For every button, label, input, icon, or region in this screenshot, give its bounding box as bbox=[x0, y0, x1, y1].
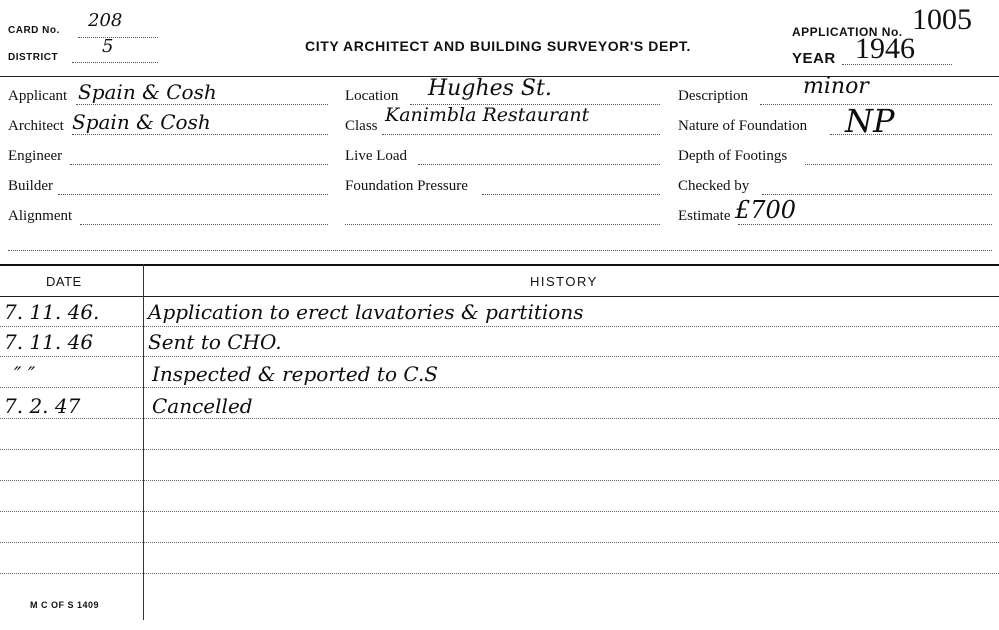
date-header: DATE bbox=[46, 274, 82, 289]
application-no-label: APPLICATION No. bbox=[792, 25, 903, 39]
class-line bbox=[382, 134, 660, 135]
depth-of-footings-label: Depth of Footings bbox=[678, 148, 788, 164]
description-label: Description bbox=[678, 88, 748, 104]
history-header-rule bbox=[0, 296, 999, 297]
district-line bbox=[72, 62, 158, 63]
engineer-line bbox=[70, 164, 328, 165]
year-label: YEAR bbox=[792, 50, 836, 67]
history-rule bbox=[0, 326, 999, 327]
nature-of-foundation-value: NP bbox=[845, 102, 895, 140]
department-title: CITY ARCHITECT AND BUILDING SURVEYOR'S DEPT. bbox=[305, 38, 691, 54]
live-load-label: Live Load bbox=[345, 148, 408, 164]
checked-by-label: Checked by bbox=[678, 178, 750, 194]
card-no-label: CARD No. bbox=[8, 25, 60, 36]
application-no-value: 1005 bbox=[912, 3, 972, 36]
estimate-value: £700 bbox=[735, 196, 797, 224]
engineer-label: Engineer bbox=[8, 148, 63, 164]
history-rule bbox=[0, 511, 999, 512]
history-rule bbox=[0, 449, 999, 450]
card-no-value: 208 bbox=[88, 10, 123, 31]
middle-blank-line bbox=[345, 224, 660, 225]
extra-blank-line bbox=[8, 250, 992, 251]
live-load-line bbox=[418, 164, 660, 165]
history-rule bbox=[0, 356, 999, 357]
history-entry-date: 7. 11. 46. bbox=[4, 300, 100, 324]
history-rule bbox=[0, 480, 999, 481]
location-label: Location bbox=[345, 88, 399, 104]
applicant-value: Spain & Cosh bbox=[78, 80, 217, 104]
date-column-divider bbox=[143, 264, 144, 620]
depth-of-footings-line bbox=[805, 164, 992, 165]
checked-by-line bbox=[762, 194, 992, 195]
history-rule bbox=[0, 387, 999, 388]
foundation-pressure-label: Foundation Pressure bbox=[345, 178, 468, 194]
year-value: 1946 bbox=[855, 32, 915, 65]
estimate-line bbox=[738, 224, 992, 225]
architect-value: Spain & Cosh bbox=[72, 110, 211, 134]
location-value: Hughes St. bbox=[428, 76, 552, 101]
architect-label: Architect bbox=[8, 118, 64, 134]
history-entry-text: Application to erect lavatories & partitions bbox=[148, 300, 584, 324]
class-label: Class bbox=[345, 118, 378, 134]
history-entry-date: 7. 2. 47 bbox=[4, 394, 81, 418]
card-no-line bbox=[78, 37, 158, 38]
estimate-label: Estimate bbox=[678, 208, 731, 224]
builder-label: Builder bbox=[8, 178, 53, 194]
applicant-line bbox=[76, 104, 328, 105]
district-label: DISTRICT bbox=[8, 52, 59, 63]
nature-of-foundation-label: Nature of Foundation bbox=[678, 118, 808, 134]
history-entry-text: Inspected & reported to C.S bbox=[152, 362, 438, 386]
history-rule bbox=[0, 542, 999, 543]
district-value: 5 bbox=[102, 36, 114, 57]
foundation-pressure-line bbox=[482, 194, 660, 195]
history-header: HISTORY bbox=[530, 274, 598, 289]
history-rule bbox=[0, 418, 999, 419]
class-value: Kanimbla Restaurant bbox=[385, 104, 590, 126]
history-entry-text: Cancelled bbox=[152, 394, 253, 418]
description-value: minor bbox=[803, 74, 869, 99]
history-entry-date: ″ ″ bbox=[14, 362, 36, 386]
history-top-rule bbox=[0, 264, 999, 266]
history-entry-date: 7. 11. 46 bbox=[4, 330, 94, 354]
alignment-line bbox=[80, 224, 328, 225]
builder-line bbox=[58, 194, 328, 195]
form-code: M C OF S 1409 bbox=[30, 600, 100, 610]
architect-line bbox=[72, 134, 328, 135]
history-rule bbox=[0, 573, 999, 574]
applicant-label: Applicant bbox=[8, 88, 68, 104]
alignment-label: Alignment bbox=[8, 208, 73, 224]
history-entry-text: Sent to CHO. bbox=[148, 330, 282, 354]
